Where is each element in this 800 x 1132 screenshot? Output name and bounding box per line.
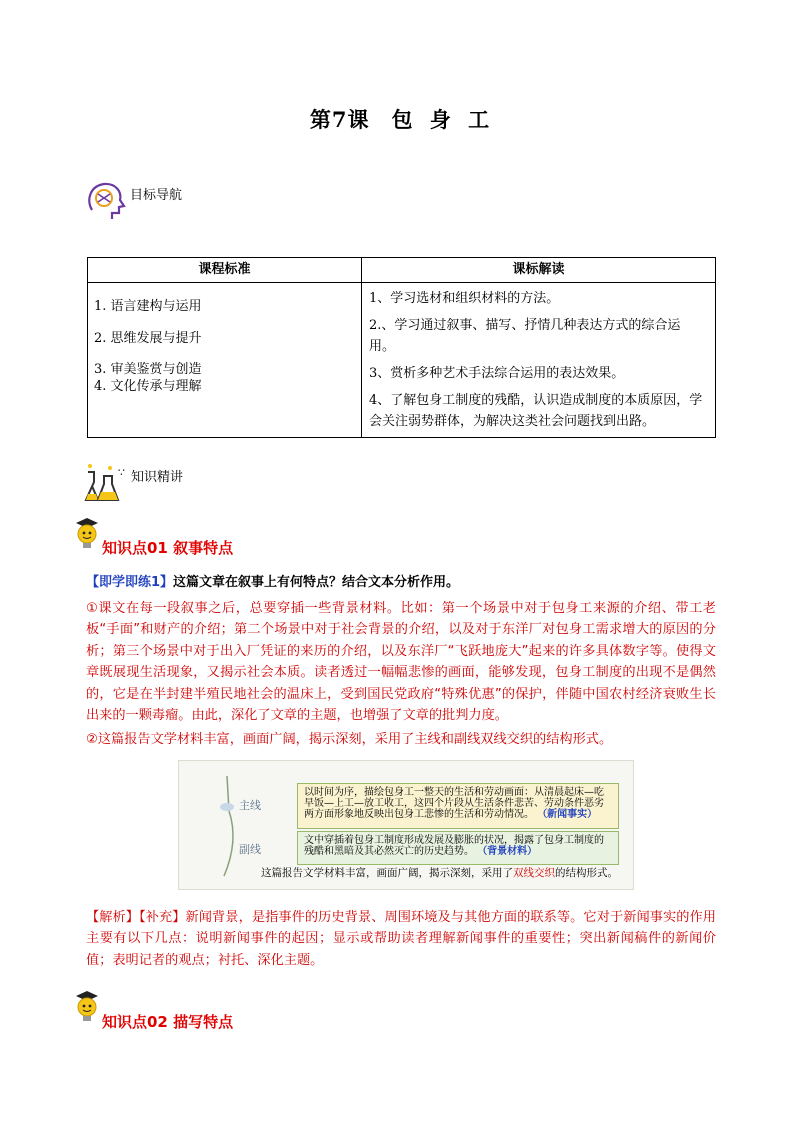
slide-caption-c: 的结构形式。	[555, 867, 618, 879]
practice-question: 这篇文章在叙事上有何特点？结合文本分析作用。	[173, 575, 460, 590]
answer-paragraph-2: ②这篇报告文学材料丰富，画面广阔，揭示深刻，采用了主线和副线双线交织的结构形式。	[86, 732, 613, 748]
background-text: 文中穿插着包身工制度形成发展及膨胀的状况，揭露了包身工制度的残酷和黑暗及其必然灭亡的历史趋势。	[304, 835, 604, 857]
knowledge-label: 知识精讲	[131, 470, 184, 485]
knowledge-point-1-title: 知识点01 叙事特点	[102, 539, 234, 557]
structure-slide-image	[178, 760, 634, 890]
analysis-text: 【解析】【补充】新闻背景，是指事件的历史背景、周围环境及与其他方面的联系等。它对于新闻事实的作用主要有以下几点：说明新闻事件的起因；显示或帮助读者理解新闻事件的重要性；突出新闻稿件的新闻价值；表明记者的观点；衬托、深化主题。	[86, 910, 716, 968]
news-fact-text: 以时间为序，描绘包身工一整天的生活和劳动画面：从清晨起床—吃早饭—上工—放工收工，这四个片段从生活条件悲苦、劳动条件恶劣两方面形象地反映出包身工悲惨的生活和劳动情况。	[304, 787, 604, 820]
standard-item: 2. 思维发展与提升	[94, 331, 202, 346]
interpretation-item: 2.、学习通过叙事、描写、抒情几种表达方式的综合运用。	[369, 318, 681, 354]
news-fact-tag: （新闻事实）	[537, 809, 598, 820]
goal-nav-label: 目标导航	[130, 188, 183, 203]
analysis-paragraph	[86, 907, 716, 971]
table-header-standards: 课程标准	[88, 258, 361, 283]
interpretation-item: 1、学习选材和组织材料的方法。	[369, 291, 560, 306]
practice-tag: 【即学即练1】	[86, 575, 174, 590]
background-tag: （背景材料）	[477, 846, 538, 857]
answer-paragraph-1: ①课文在每一段叙事之后，总要穿插一些背景材料。比如：第一个场景中对于包身工来源的介绍、带工老板“手面”和财产的介绍；第二个场景中对于社会背景的介绍，以及对于东洋厂对包身工需求增大的原因的分析；第三个场景中对于出入厂凭证的来历的介绍，以及东洋厂“飞跃地庞大”起来的许多具体数字等。使得文章既展现生活现象，又揭示社会本质。读者透过一幅幅悲惨的画面，能够发现，包身工制度的出现不是偶然的，它是在半封建半殖民地社会的温床上，受到国民党政府“特殊优惠”的保护，伴随中国农村经济衰败生长出来的一颗毒瘤。由此，深化了文章的主题，也增强了文章的批判力度。	[86, 601, 716, 724]
interpretation-item: 3、赏析多种艺术手法综合运用的表达效果。	[369, 366, 625, 381]
lightbulb-graduate-icon	[72, 988, 102, 1024]
knowledge-prefix: ∵	[118, 466, 125, 479]
news-fact-box	[297, 783, 619, 829]
brain-icon	[84, 180, 126, 222]
lightbulb-graduate-icon	[72, 515, 102, 551]
sub-line-label: 副线	[239, 843, 261, 856]
background-box	[297, 831, 619, 865]
knowledge-point-2-title: 知识点02 描写特点	[102, 1013, 234, 1031]
curriculum-table	[87, 257, 716, 438]
interpretation-item: 4、了解包身工制度的残酷，认识造成制度的本质原因，学会关注弱势群体，为解决这类社会问题找到出路。	[369, 393, 703, 429]
slide-caption-a: 这篇报告文学材料丰富，画面广阔，揭示深刻，采用了	[261, 867, 513, 879]
main-line-label: 主线	[239, 799, 261, 812]
page-title: 第7课 包 身 工	[309, 107, 491, 132]
standard-item: 1. 语言建构与运用	[94, 299, 202, 314]
standard-item: 4. 文化传承与理解	[94, 379, 202, 394]
standard-item: 3. 审美鉴赏与创造	[94, 362, 202, 377]
slide-caption-b: 双线交织	[513, 867, 555, 879]
lab-flask-icon	[80, 462, 122, 506]
slide-caption	[261, 867, 621, 880]
table-header-interpretation: 课标解读	[362, 258, 715, 283]
